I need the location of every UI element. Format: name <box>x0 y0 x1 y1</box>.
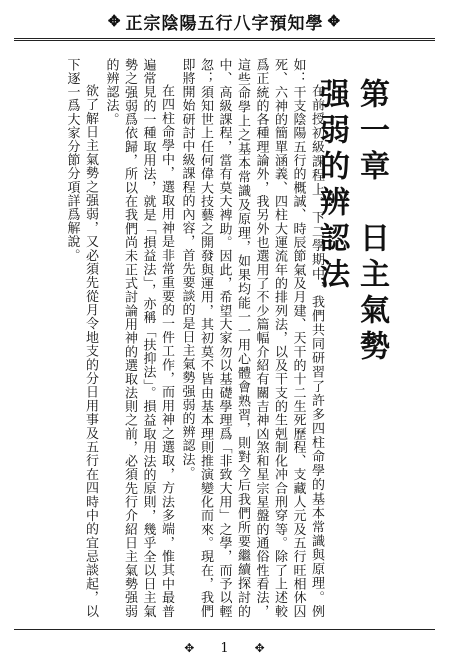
paragraph-1: 在前授初級課程上、下二學期中，我們共同研習了許多四柱命學的基本常識與原理。例如：干支陰陽五行的概誠、時辰節氣及月建、天干的十二生死歷程、支藏人元及五行旺相休囚死、六神的簡單涵義、四柱大運流年的排列法，以及干支的生剋制化冲合刑穿等。除了上述較爲正統的各種理論外，我另外也選用了不少篇幅介紹有關吉神凶煞和星宗星盤的通俗性看法，這些命學上之基本常識及原理，如果均能一一用心體會熟習，則對今后我們所要繼續探討的中、高級課程，當有莫大裨助。因此，希望大家勿以基礎學理爲「非致大用」之學，而予以輕忽；須知世上任何偉大技藝之開發與運用，其初莫不皆由基本理則推演變化而來。現在，我們即將開始研討中級課程的內容，首先要談的是日主氣勢强弱的辨認法。 <box>179 58 324 618</box>
page-header <box>0 6 449 36</box>
page-footer <box>0 633 449 663</box>
paragraph-3: 欲了解日主氣勢之强弱，又必須先從月令地支的分日用事及五行在四時中的宜忌談起，以下逐一爲大家分節分項詳爲解說。 <box>64 58 98 618</box>
header-ornament-left-icon: ✥ <box>107 12 122 30</box>
footer-rule <box>14 629 435 630</box>
header-rule <box>14 38 435 41</box>
chapter-title: 第一章 日主氣勢强弱的辨認法 <box>314 78 389 366</box>
footer-ornament-right-icon: ✥ <box>254 641 265 655</box>
header-ornament-right-icon: ✥ <box>327 12 342 30</box>
paragraph-2: 在四柱命學中，選取用神是非常重要的一件工作，而用神之選取，方法多端，惟其中最普遍常見的一種取用法，就是「損益法」，亦稱「扶抑法」。損益取用法的原則，幾乎全以日主氣勢之强弱爲依歸，所以在我們尚未正式討論用神的選取法則之前，必須先行介紹日主氣勢强弱的辨認法。 <box>103 58 174 618</box>
page-number: 1 <box>220 640 229 656</box>
book-title: 正宗陰陽五行八字預知學 <box>125 13 324 34</box>
body-text <box>25 58 325 618</box>
footer-ornament-left-icon: ✥ <box>184 641 195 655</box>
